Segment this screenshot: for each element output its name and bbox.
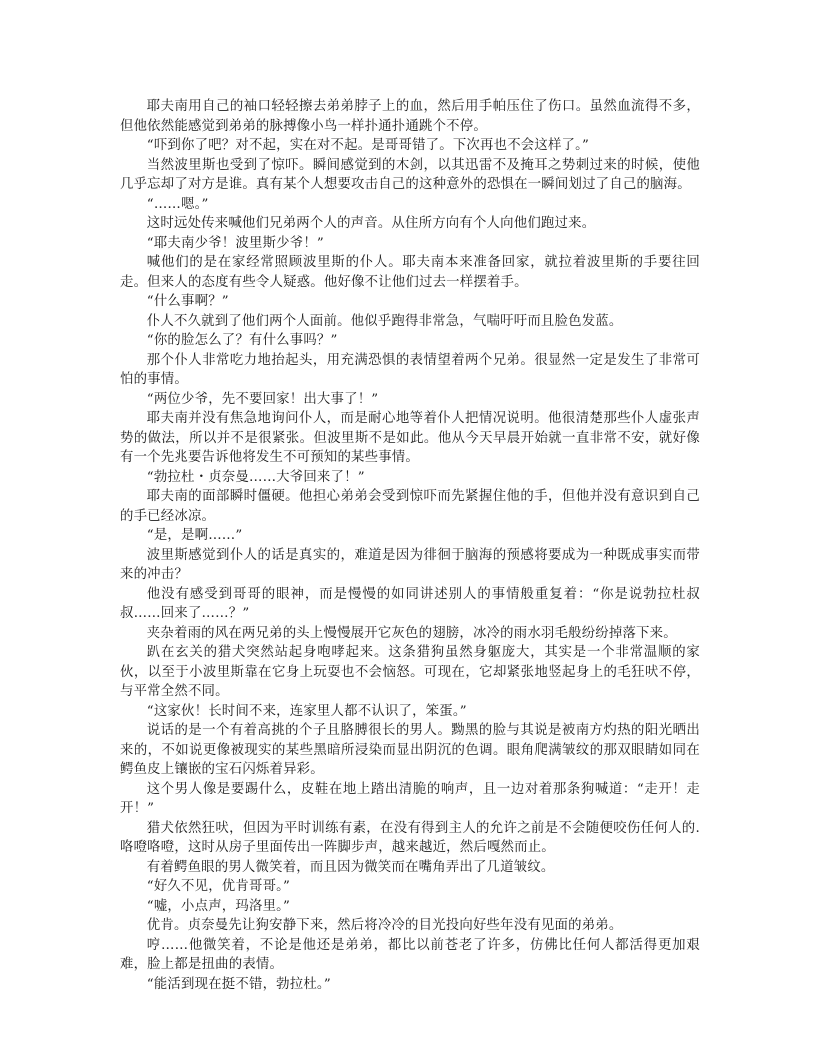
paragraph: 优肯。贞奈曼先让狗安静下来，然后将冷冷的目光投向好些年没有见面的弟弟。 [146, 918, 623, 933]
paragraph: 波里斯感觉到仆人的话是真实的，难道是因为徘徊于脑海的预感将要成为一种既成事实而带来的冲击？ [120, 547, 700, 582]
paragraph: 趴在玄关的猎犬突然站起身咆哮起来。这条猎狗虽然身躯庞大，其实是一个非常温顺的家伙，以至于小波里斯靠在它身上玩耍也不会恼怒。可现在，它却紧张地竖起身上的毛狂吠不停，与平常全然不同。 [120, 645, 700, 699]
paragraph: 夹杂着雨的风在两兄弟的头上慢慢展开它灰色的翅膀，冰冷的雨水羽毛般纷纷掉落下来。 [146, 625, 677, 641]
paragraph: 有着鳄鱼眼的男人微笑着，而且因为微笑而在嘴角弄出了几道皱纹。 [146, 859, 555, 875]
paragraph: 这个男人像是要踢什么，皮鞋在地上踏出清脆的响声，且一边对着那条狗喊道：“走开！走开！” [120, 781, 700, 816]
paragraph: “嘘，小点声，玛洛里。” [146, 898, 291, 914]
paragraph: “什么事啊？” [146, 294, 229, 309]
paragraph: “……嗯。” [146, 196, 209, 212]
paragraph: “能活到现在挺不错，勃拉杜。” [146, 976, 331, 992]
paragraph: “两位少爷，先不要回家！出大事了！” [146, 391, 379, 407]
paragraph: 耶夫南用自己的袖口轻轻擦去弟弟脖子上的血，然后用手帕压住了伤口。虽然血流得不多，但他依然能感觉到弟弟的脉搏像小鸟一样扑通扑通跳个不停。 [120, 99, 700, 134]
paragraph: 仆人不久就到了他们两个人面前。他似乎跑得非常急，气喘吁吁而且脸色发蓝。 [146, 313, 623, 329]
paragraph: 哼……他微笑着，不论是他还是弟弟，都比以前苍老了许多，仿佛比任何人都活得更加艰难，脸上都是扭曲的表情。 [120, 937, 700, 972]
paragraph: “好久不见，优肯哥哥。” [146, 879, 291, 894]
paragraph: 喊他们的是在家经常照顾波里斯的仆人。耶夫南本来准备回家，就拉着波里斯的手要往回走。但来人的态度有些令人疑惑。他好像不让他们过去一样摆着手。 [120, 255, 700, 290]
paragraph: “耶夫南少爷！波里斯少爷！” [146, 235, 324, 251]
paragraph: “吓到你了吧？对不起，实在对不起。是哥哥错了。下次再也不会这样了。” [146, 138, 590, 153]
paragraph: 这时远处传来喊他们兄弟两个人的声音。从住所方向有个人向他们跑过来。 [146, 216, 596, 231]
paragraph: 猎犬依然狂吠，但因为平时训练有素，在没有得到主人的允许之前是不会随便咬伤任何人的.咯噔咯噔，这时从房子里面传出一阵脚步声，越来越近，然后嘎然而止。 [120, 820, 700, 855]
document-page [120, 97, 700, 994]
paragraph: “这家伙！长时间不来，连家里人都不认识了，笨蛋。” [146, 703, 467, 719]
paragraph: “你的脸怎么了？有什么事吗？” [146, 333, 338, 348]
paragraph: “是，是啊……” [146, 528, 243, 543]
paragraph: 那个仆人非常吃力地抬起头，用充满恐惧的表情望着两个兄弟。很显然一定是发生了非常可怕的事情。 [120, 352, 700, 387]
paragraph: 耶夫南的面部瞬时僵硬。他担心弟弟会受到惊吓而先紧握住他的手，但他并没有意识到自己的手已经冰凉。 [120, 489, 700, 524]
paragraph: 耶夫南并没有焦急地询问仆人，而是耐心地等着仆人把情况说明。他很清楚那些仆人虚张声势的做法，所以并不是很紧张。但波里斯不是如此。他从今天早晨开始就一直非常不安，就好像有一个先兆要告诉他将发生不可预知的某些事情。 [120, 411, 700, 465]
paragraph: 他没有感受到哥哥的眼神，而是慢慢的如同讲述别人的事情般重复着：“你是说勃拉杜叔叔……回来了……？” [120, 586, 700, 621]
paragraph: 当然波里斯也受到了惊吓。瞬间感觉到的木剑，以其迅雷不及掩耳之势刺过来的时候，使他几乎忘却了对方是谁。真有某个人想要攻击自己的这种意外的恐惧在一瞬间划过了自己的脑海。 [120, 157, 700, 192]
paragraph: “勃拉杜・贞奈曼……大爷回来了！” [146, 469, 365, 485]
paragraph: 说话的是一个有着高挑的个子且胳膊很长的男人。黝黑的脸与其说是被南方灼热的阳光晒出来的，不如说更像被现实的某些黑暗所浸染而显出阴沉的色调。眼角爬满皱纹的那双眼睛如同在鳄鱼皮上镶嵌的宝石闪烁着异彩。 [120, 723, 700, 777]
